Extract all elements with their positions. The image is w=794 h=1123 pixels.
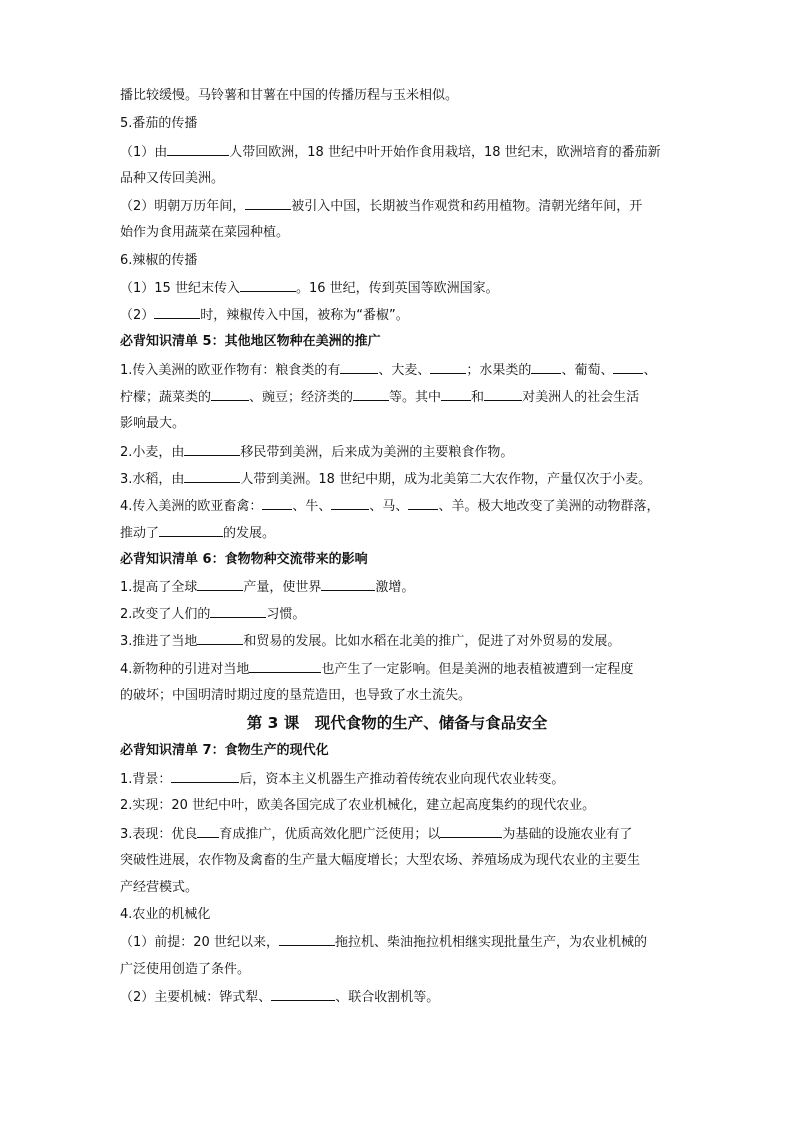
text-segment: 、羊。极大地改变了美洲的动物群落，	[438, 499, 660, 514]
text-segment: （2）	[120, 308, 155, 323]
text-line	[120, 252, 680, 270]
text-segment: 2.改变了人们的	[120, 607, 211, 622]
text-segment: 对美洲人的社会生活	[522, 390, 640, 405]
fill-in-blank	[271, 988, 335, 1001]
text-line	[120, 660, 680, 679]
text-line	[120, 605, 680, 624]
text-line	[120, 852, 680, 870]
text-segment: 广泛使用创造了条件。	[120, 962, 251, 977]
fill-in-blank	[184, 443, 240, 456]
text-segment: 1.传入美洲的欧亚作物有：粮食类的有	[120, 363, 341, 378]
fill-in-blank	[210, 605, 266, 618]
text-segment: 、豌豆；经济类的	[249, 390, 354, 405]
fill-in-blank	[249, 660, 321, 673]
text-segment: 等。其中	[389, 390, 442, 405]
text-segment: 被引入中国，长期被当作观赏和药用植物。清朝光绪年间，开	[291, 199, 643, 214]
lesson-title	[0, 714, 794, 732]
text-segment: 产量，使世界	[243, 580, 322, 595]
text-segment: 和	[471, 390, 485, 405]
section-heading	[120, 742, 680, 760]
text-line	[120, 770, 680, 789]
fill-in-blank	[430, 361, 466, 374]
text-line	[120, 87, 680, 105]
text-segment: 突破性进展，农作物及禽畜的生产量大幅度增长；大型农场、养殖场成为现代农业的主要生	[120, 853, 641, 868]
fill-in-blank	[279, 933, 335, 946]
fill-in-blank	[440, 825, 502, 838]
text-segment: 3.水稻，由	[120, 472, 185, 487]
text-segment: 1.提高了全球	[120, 580, 198, 595]
fill-in-blank	[197, 578, 243, 591]
text-segment: 、大麦、	[378, 363, 431, 378]
fill-in-blank	[531, 361, 561, 374]
text-segment: 的发展。	[223, 526, 276, 541]
text-segment: 柠檬；蔬菜类的	[120, 390, 212, 405]
text-line	[120, 143, 680, 162]
fill-in-blank	[171, 770, 239, 783]
fill-in-blank	[340, 361, 378, 374]
text-line	[120, 632, 680, 651]
text-line	[120, 578, 680, 597]
text-segment: 影响最大。	[120, 416, 186, 431]
text-line	[120, 361, 680, 380]
text-segment: 播比较缓慢。马铃薯和甘薯在中国的传播历程与玉米相似。	[120, 88, 459, 103]
fill-in-blank	[184, 470, 240, 483]
text-line	[120, 879, 680, 897]
text-line	[120, 443, 680, 462]
text-segment: 2.小麦，由	[120, 445, 185, 460]
text-line	[120, 797, 680, 815]
text-segment: 育成推广，优质高效化肥广泛使用；以	[219, 827, 441, 842]
text-line	[120, 170, 680, 188]
text-segment: 1.背景：	[120, 772, 172, 787]
text-segment: 人带到美洲。18 世纪中期，成为北美第二大农作物，产量仅次于小麦。	[240, 472, 652, 487]
fill-in-blank	[240, 279, 296, 292]
text-segment: 也产生了一定影响。但是美洲的地表植被遭到一定程度	[321, 662, 634, 677]
text-line	[120, 388, 680, 407]
text-line	[120, 279, 680, 298]
text-segment: （1）由	[120, 145, 168, 160]
text-segment: 5.番茄的传播	[120, 116, 198, 131]
text-segment: 后，资本主义机器生产推动着传统农业向现代农业转变。	[239, 772, 565, 787]
fill-in-blank	[159, 524, 223, 537]
text-line	[120, 224, 680, 242]
text-segment: 必背知识清单 7：食物生产的现代化	[120, 743, 329, 758]
text-segment: 时，辣椒传入中国，被称为“番椒”。	[200, 308, 409, 323]
text-segment: 产经营模式。	[120, 880, 199, 895]
text-segment: ；水果类的	[466, 363, 532, 378]
text-segment: 4.新物种的引进对当地	[120, 662, 250, 677]
text-line	[120, 497, 680, 516]
text-segment: 、联合收割机等。	[335, 990, 440, 1005]
text-segment: 激增。	[375, 580, 415, 595]
text-line	[120, 961, 680, 979]
text-segment: 为基础的设施农业有了	[502, 827, 633, 842]
fill-in-blank	[197, 825, 219, 838]
text-segment: 必背知识清单 5：其他地区物种在美洲的推广	[120, 334, 381, 349]
text-line	[120, 524, 680, 543]
fill-in-blank	[262, 497, 292, 510]
fill-in-blank	[331, 497, 369, 510]
fill-in-blank	[154, 306, 200, 319]
fill-in-blank	[321, 578, 375, 591]
text-line	[120, 988, 680, 1007]
fill-in-blank	[245, 197, 291, 210]
section-heading	[120, 551, 680, 569]
section-heading	[120, 333, 680, 351]
text-segment: 拖拉机、柴油拖拉机相继实现批量生产，为农业机械的	[334, 935, 647, 950]
text-segment: 2.实现：20 世纪中叶，欧美各国完成了农业机械化，建立起高度集约的现代农业。	[120, 798, 596, 813]
text-segment: 。16 世纪，传到英国等欧洲国家。	[295, 281, 499, 296]
text-segment: 必背知识清单 6：食物物种交流带来的影响	[120, 552, 368, 567]
fill-in-blank	[211, 388, 249, 401]
text-line	[120, 906, 680, 924]
fill-in-blank	[353, 388, 389, 401]
text-segment: 移民带到美洲，后来成为美洲的主要粮食作物。	[240, 445, 514, 460]
fill-in-blank	[167, 143, 229, 156]
text-line	[120, 197, 680, 216]
text-segment: 第 3 课 现代食物的生产、储备与食品安全	[246, 714, 548, 732]
text-segment: 4.农业的机械化	[120, 907, 211, 922]
text-line	[120, 933, 680, 952]
text-segment: （2）明朝万历年间，	[120, 199, 246, 214]
text-segment: 的破坏；中国明清时期过度的垦荒造田，也导致了水土流失。	[120, 688, 472, 703]
text-segment: 人带回欧洲，18 世纪中叶开始作食用栽培，18 世纪末，欧洲培育的番茄新	[229, 145, 661, 160]
text-segment: 习惯。	[266, 607, 306, 622]
text-segment: 、马、	[369, 499, 409, 514]
text-segment: 、葡萄、	[561, 363, 614, 378]
text-segment: 推动了	[120, 526, 160, 541]
fill-in-blank	[197, 632, 243, 645]
fill-in-blank	[441, 388, 471, 401]
text-line	[120, 306, 680, 325]
text-segment: （2）主要机械：铧式犁、	[120, 990, 272, 1005]
text-segment: 、	[643, 363, 657, 378]
text-line	[120, 470, 680, 489]
text-segment: 4.传入美洲的欧亚畜禽：	[120, 499, 263, 514]
text-segment: （1）15 世纪末传入	[120, 281, 240, 296]
text-segment: 、牛、	[292, 499, 332, 514]
text-segment: （1）前提：20 世纪以来，	[120, 935, 279, 950]
text-line	[120, 825, 680, 844]
text-line	[120, 115, 680, 133]
fill-in-blank	[484, 388, 522, 401]
text-segment: 6.辣椒的传播	[120, 253, 198, 268]
text-segment: 3.推进了当地	[120, 634, 198, 649]
fill-in-blank	[408, 497, 438, 510]
text-segment: 始作为食用蔬菜在菜园种植。	[120, 225, 290, 240]
text-line	[120, 687, 680, 705]
fill-in-blank	[613, 361, 643, 374]
text-segment: 和贸易的发展。比如水稻在北美的推广，促进了对外贸易的发展。	[243, 634, 621, 649]
text-segment: 3.表现：优良	[120, 827, 198, 842]
text-line	[120, 415, 680, 433]
text-segment: 品种又传回美洲。	[120, 171, 225, 186]
